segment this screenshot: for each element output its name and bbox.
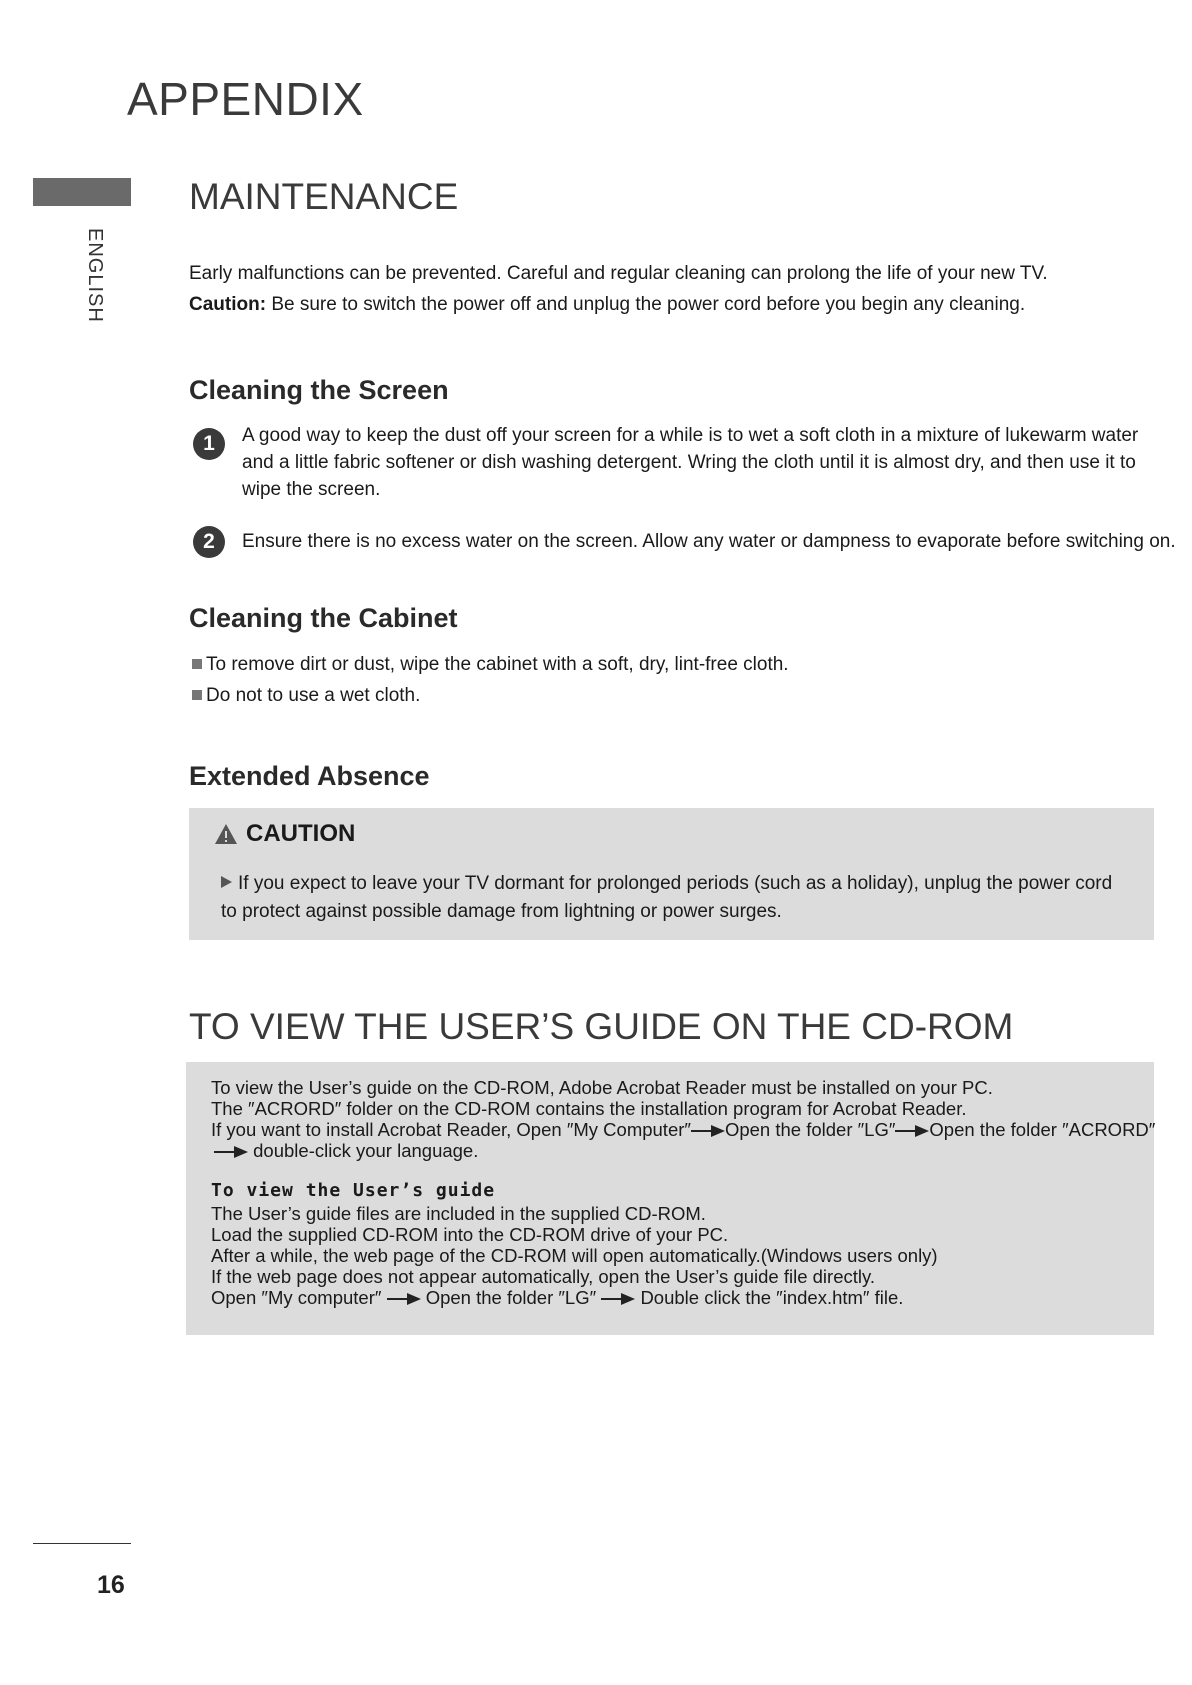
cdrom-line-3: If you want to install Acrobat Reader, Open ″My Computer″ Open the folder ″LG″ Open the folder ″ACRORD″: [211, 1119, 1156, 1140]
cdrom-line-5: The User’s guide files are included in the supplied CD-ROM.: [211, 1203, 706, 1224]
page-header-title: APPENDIX: [127, 73, 364, 125]
cdrom-subtitle: To view the User’s guide: [211, 1180, 496, 1201]
cdrom-title: TO VIEW THE USER’S GUIDE ON THE CD-ROM: [189, 1006, 1014, 1047]
cdrom-line-4: double-click your language.: [214, 1140, 478, 1161]
triangle-bullet-icon: [221, 876, 232, 888]
bullet-square-icon: [192, 690, 202, 700]
extended-absence-title: Extended Absence: [189, 761, 430, 791]
caution-label: Caution:: [189, 294, 267, 315]
arrow-right-icon: [691, 1125, 725, 1137]
caution-text: Be sure to switch the power off and unplug the power cord before you begin any cleaning.: [266, 294, 1026, 315]
maintenance-title: MAINTENANCE: [189, 176, 459, 217]
cleaning-cabinet-title: Cleaning the Cabinet: [189, 603, 458, 633]
page-number: 16: [97, 1571, 125, 1599]
bullet-square-icon: [192, 659, 202, 669]
footer-divider: [33, 1543, 131, 1544]
cdrom-line-8: If the web page does not appear automatically, open the User’s guide file directly.: [211, 1266, 876, 1287]
cdrom-line-7: After a while, the web page of the CD-ROM will open automatically.(Windows users only): [211, 1245, 938, 1266]
cleaning-screen-title: Cleaning the Screen: [189, 375, 449, 405]
arrow-right-icon: [895, 1125, 929, 1137]
cdrom-line-6: Load the supplied CD-ROM into the CD-ROM drive of your PC.: [211, 1224, 729, 1245]
caution-body: [221, 870, 1121, 926]
step-2-badge: 2: [193, 526, 225, 558]
caution-title: CAUTION: [246, 820, 356, 847]
cdrom-line-2: The ″ACRORD″ folder on the CD-ROM contains the installation program for Acrobat Reader.: [211, 1098, 967, 1119]
step-1-text: A good way to keep the dust off your screen for a while is to wet a soft cloth in a mixture of lukewarm water and a little fabric softener or dish washing detergent. Wring the cloth until it is almost dry, and then use it to wipe the screen.: [242, 425, 1139, 500]
caution-body-text: If you expect to leave your TV dormant for prolonged periods (such as a holiday), unplug the power cord to protect against possible damage from lightning or power surges.: [221, 873, 1113, 922]
language-label: ENGLISH: [84, 228, 106, 323]
step-2-text: Ensure there is no excess water on the screen. Allow any water or dampness to evaporate before switching on.: [242, 531, 1176, 552]
warning-icon: [214, 822, 238, 846]
cabinet-item-2: Do not to use a wet cloth.: [192, 682, 420, 709]
maintenance-intro: Early malfunctions can be prevented. Careful and regular cleaning can prolong the life of your new TV.: [189, 263, 1048, 284]
maintenance-caution: [189, 291, 1025, 318]
cdrom-line-9: Open ″My computer″ Open the folder ″LG″ Double click the ″index.htm″ file.: [211, 1287, 904, 1308]
arrow-right-icon: [601, 1293, 635, 1305]
arrow-right-icon: [214, 1146, 248, 1158]
section-tab-bar: [33, 178, 131, 206]
arrow-right-icon: [387, 1293, 421, 1305]
step-1-badge: 1: [193, 428, 225, 460]
cabinet-item-1: To remove dirt or dust, wipe the cabinet with a soft, dry, lint-free cloth.: [192, 651, 789, 678]
cdrom-line-1: To view the User’s guide on the CD-ROM, Adobe Acrobat Reader must be installed on your PC.: [211, 1077, 993, 1098]
